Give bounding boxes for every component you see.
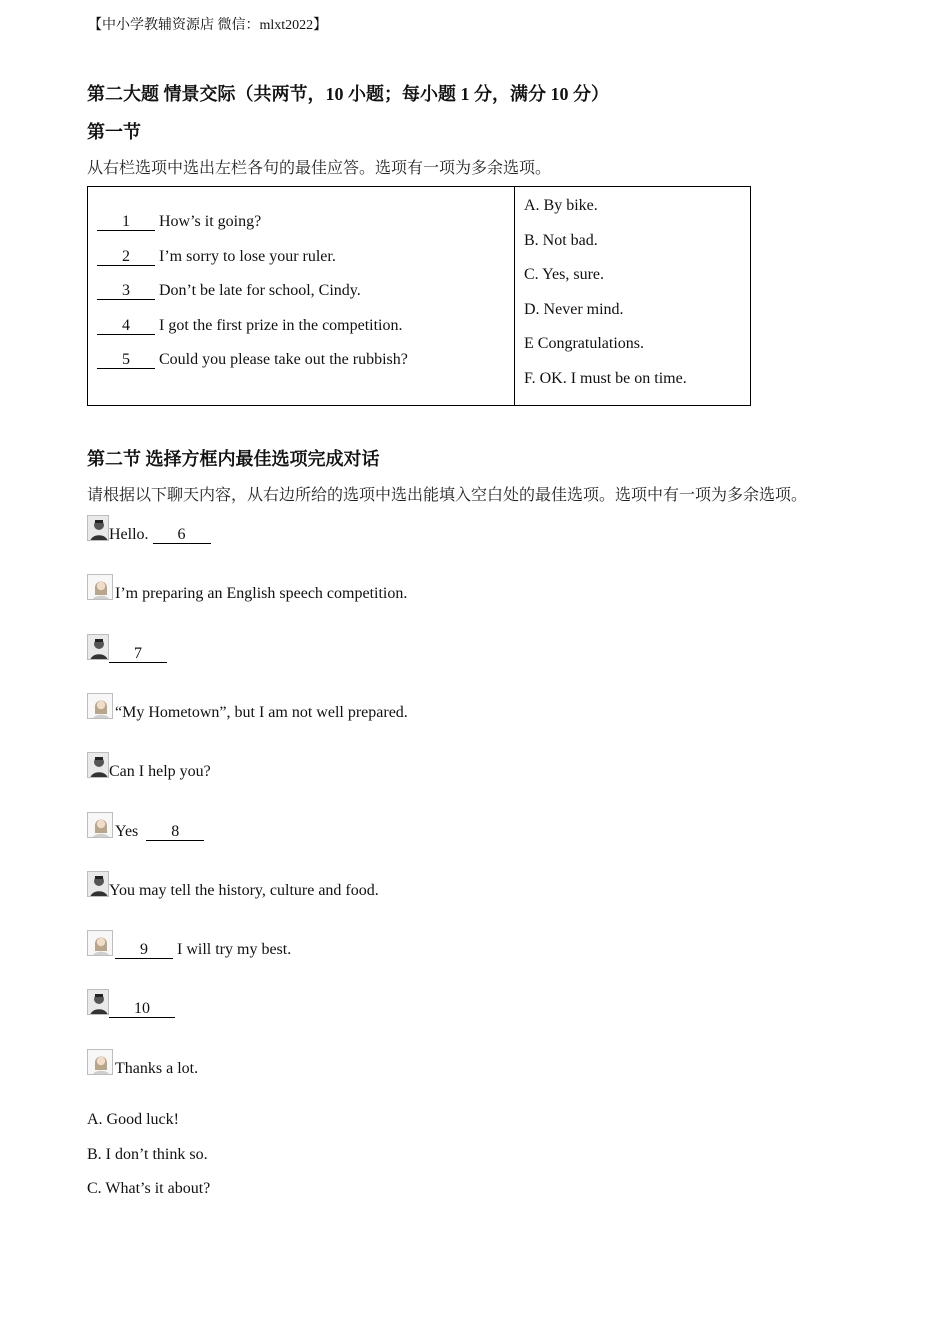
matching-table xyxy=(87,186,751,406)
dialogue-option: B. I don’t think so. xyxy=(87,1146,208,1163)
dialogue-option: A. Good luck! xyxy=(87,1111,179,1128)
option-item: F. OK. I must be on time. xyxy=(524,369,687,387)
part-title: 第二大题 情景交际（共两节，10 小题；每小题 1 分，满分 10 分） xyxy=(87,84,609,104)
question-text: Don’t be late for school, Cindy. xyxy=(159,282,361,299)
question-text: I’m sorry to lose your ruler. xyxy=(159,247,336,265)
chat-text xyxy=(115,585,407,603)
female-avatar-icon xyxy=(87,812,113,838)
answer-blank[interactable]: 4 xyxy=(97,317,155,335)
questions-column xyxy=(88,187,515,405)
answer-blank[interactable]: 1 xyxy=(97,213,155,231)
male-avatar-icon xyxy=(87,989,109,1015)
male-avatar-icon xyxy=(87,752,109,778)
option-item: C. Yes, sure. xyxy=(524,266,605,283)
section1-instruction: 从右栏选项中选出左栏各句的最佳应答。选项有一项为多余选项。 xyxy=(87,160,552,177)
chat-line xyxy=(87,987,175,1018)
section1-title: 第一节 xyxy=(87,122,141,142)
male-avatar-icon xyxy=(87,515,109,541)
chat-text-before: Can I help you? xyxy=(109,763,211,781)
chat-text-before: I’m preparing an English speech competition. xyxy=(115,585,408,603)
question-text: How’s it going? xyxy=(159,213,262,230)
question-item xyxy=(97,317,514,352)
male-avatar-icon xyxy=(87,634,109,660)
section2-title: 第二节 选择方框内最佳选项完成对话 xyxy=(87,449,380,469)
dialogue-option: C. What’s it about? xyxy=(87,1180,211,1197)
chat-text xyxy=(115,823,204,841)
chat-line xyxy=(87,750,211,781)
chat-text xyxy=(109,882,379,900)
female-avatar-icon xyxy=(87,930,113,956)
option-item: D. Never mind. xyxy=(524,300,624,318)
answer-blank[interactable]: 10 xyxy=(109,1000,175,1018)
chat-line xyxy=(87,691,408,719)
option-item: B. Not bad. xyxy=(524,231,598,249)
female-avatar-icon xyxy=(87,1049,113,1075)
question-item xyxy=(97,282,514,317)
female-avatar-icon xyxy=(87,693,113,719)
question-item xyxy=(97,351,514,386)
chat-text-before: “My Hometown”, but I am not well prepared. xyxy=(115,703,408,721)
answer-blank[interactable]: 3 xyxy=(97,282,155,300)
option-item: E Congratulations. xyxy=(524,335,644,352)
answer-blank[interactable]: 9 xyxy=(115,941,173,959)
chat-line xyxy=(87,869,379,897)
female-avatar-icon xyxy=(87,574,113,600)
answer-blank[interactable]: 6 xyxy=(153,526,211,544)
chat-text xyxy=(115,1060,198,1078)
chat-line xyxy=(87,1047,198,1075)
chat-text-before: Hello. xyxy=(109,526,153,543)
chat-text-before: Thanks a lot. xyxy=(115,1059,199,1077)
chat-text xyxy=(109,526,211,544)
question-text: I got the first prize in the competition. xyxy=(159,316,403,334)
answer-blank[interactable]: 2 xyxy=(97,248,155,266)
answer-blank[interactable]: 7 xyxy=(109,645,167,663)
chat-text-after: I will try my best. xyxy=(173,941,292,959)
option-item: A. By bike. xyxy=(524,197,598,214)
answer-blank[interactable]: 5 xyxy=(97,351,155,369)
section2-instruction: 请根据以下聊天内容，从右边所给的选项中选出能填入空白处的最佳选项。选项中有一项为多余选项。 xyxy=(87,487,808,504)
options-column xyxy=(515,187,750,405)
question-item xyxy=(97,248,514,283)
question-item xyxy=(97,213,514,248)
chat-line xyxy=(87,810,204,838)
answer-blank[interactable]: 8 xyxy=(146,823,204,841)
chat-text-before: You may tell the history, culture and food. xyxy=(109,881,379,899)
chat-line xyxy=(87,632,167,660)
chat-text xyxy=(115,704,408,722)
male-avatar-icon xyxy=(87,871,109,897)
chat-line xyxy=(87,928,292,959)
chat-text xyxy=(109,645,167,663)
chat-text xyxy=(109,1000,175,1018)
chat-text xyxy=(109,763,211,781)
chat-text-before: Yes xyxy=(115,822,147,840)
question-text: Could you please take out the rubbish? xyxy=(159,351,408,368)
chat-line xyxy=(87,572,408,603)
header-note: 【中小学教辅资源店 微信：mlxt2022】 xyxy=(88,18,328,33)
chat-line xyxy=(87,513,211,541)
chat-text xyxy=(115,941,291,959)
